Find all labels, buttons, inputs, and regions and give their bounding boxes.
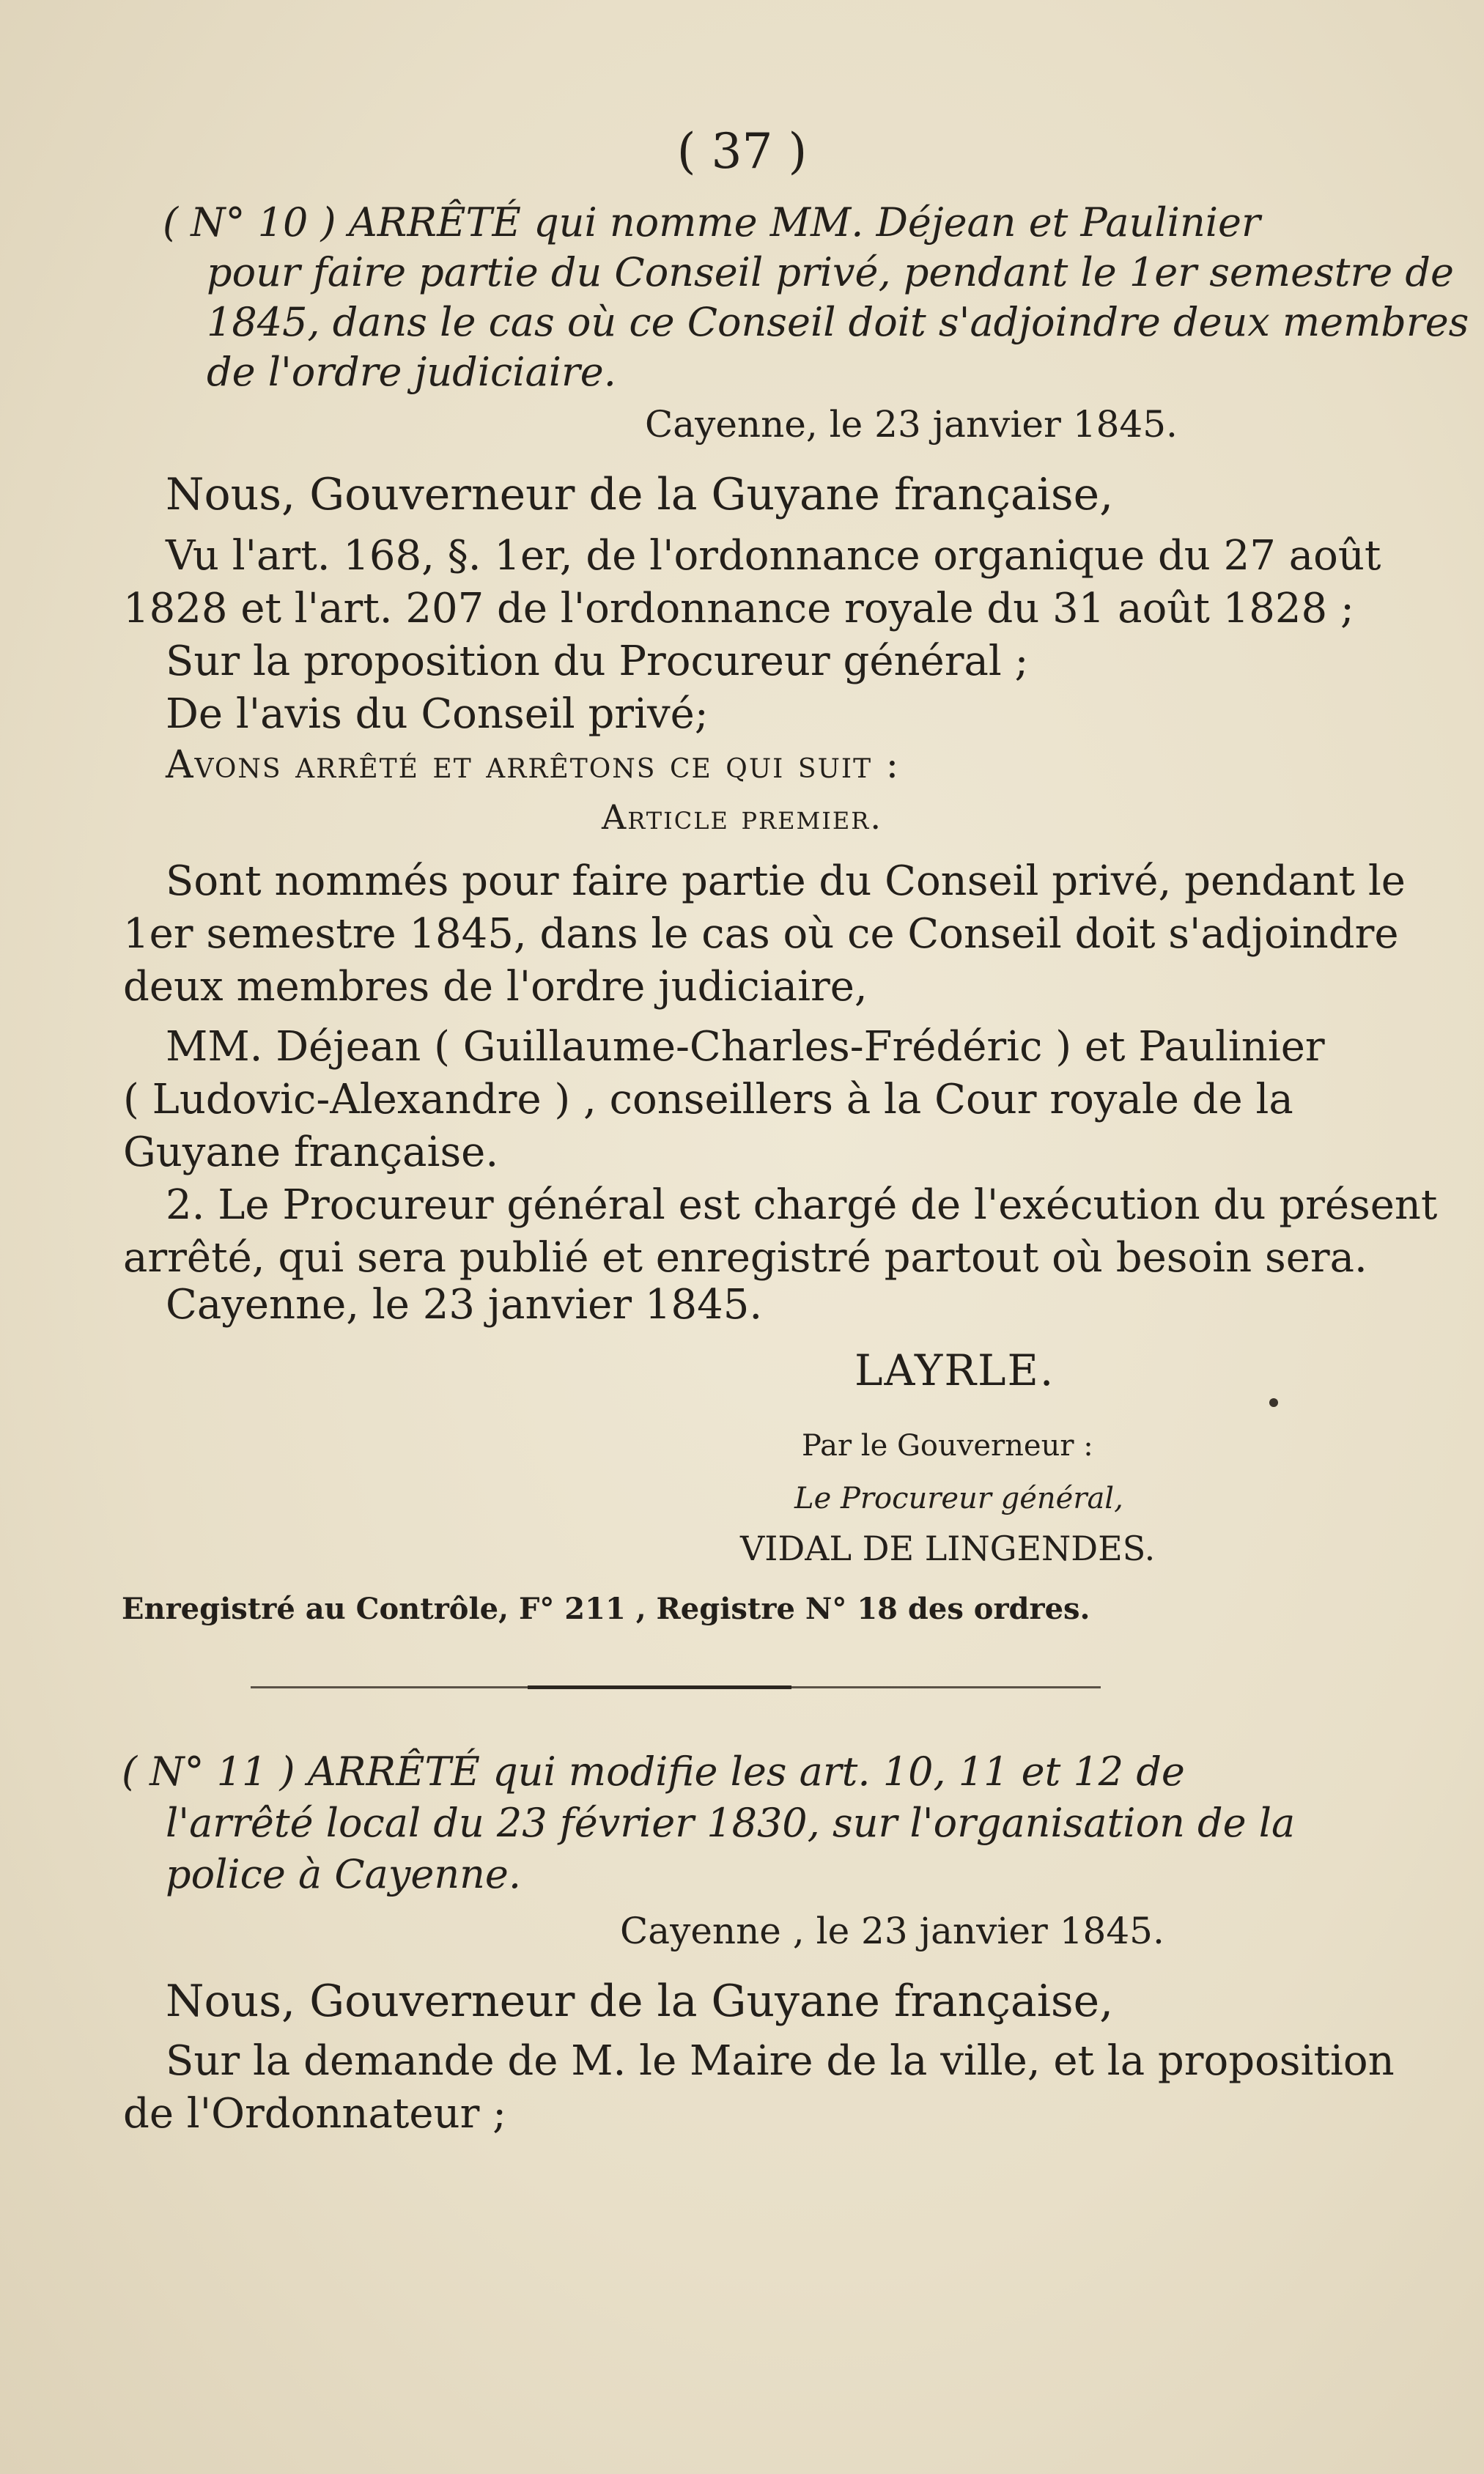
decree-11-preamble: Nous, Gouverneur de la Guyane française,	[166, 1976, 1114, 2027]
decree-10-body-line-11: ( Ludovic-Alexandre ) , conseillers à la Cour royale de la	[123, 1076, 1293, 1123]
decree-11-heading-line-1: ( N° 11 ) ARRÊTÉ qui modifie les art. 10, 11 et 12 de	[122, 1749, 1185, 1795]
decree-10-preamble: Nous, Gouverneur de la Guyane française,	[166, 469, 1114, 520]
decree-10-body-line-14: arrêté, qui sera publié et enregistré partout où besoin sera.	[123, 1234, 1367, 1282]
decree-10-body-line-2: 1828 et l'art. 207 de l'ordonnance royale du 31 août 1828 ;	[123, 585, 1354, 632]
decree-10-heading-line-4: de l'ordre judiciaire.	[207, 349, 616, 395]
ink-spot	[1269, 1398, 1278, 1407]
procureur-name: VIDAL DE LINGENDES.	[740, 1529, 1156, 1568]
decree-10-date: Cayenne, le 23 janvier 1845.	[645, 403, 1178, 446]
decree-10-body-line-8: 1er semestre 1845, dans le cas où ce Conseil doit s'adjoindre	[123, 910, 1399, 958]
registration-note: Enregistré au Contrôle, F° 211 , Registre N° 18 des ordres.	[122, 1592, 1090, 1626]
decree-10-body-line-1: Vu l'art. 168, §. 1er, de l'ordonnance organique du 27 août	[166, 532, 1381, 580]
decree-10-heading-line-3: 1845, dans le cas où ce Conseil doit s'adjoindre deux membres	[207, 299, 1469, 345]
decree-10-body-line-15: Cayenne, le 23 janvier 1845.	[166, 1281, 763, 1329]
decree-10-body-line-13: 2. Le Procureur général est chargé de l'exécution du présent	[166, 1181, 1438, 1229]
decree-10-body-line-7: Sont nommés pour faire partie du Conseil privé, pendant le	[166, 857, 1406, 905]
par-le-gouverneur: Par le Gouverneur :	[802, 1429, 1093, 1463]
decree-11-date: Cayenne , le 23 janvier 1845.	[620, 1910, 1164, 1952]
decree-11-body-line-2: de l'Ordonnateur ;	[123, 2090, 507, 2138]
decree-10-body-line-3: Sur la proposition du Procureur général ;	[166, 638, 1029, 685]
decree-10-body-line-12: Guyane française.	[123, 1129, 499, 1176]
section-divider-thick	[528, 1685, 791, 1689]
procureur-title: Le Procureur général,	[794, 1482, 1123, 1515]
decree-10-body-line-10: MM. Déjean ( Guillaume-Charles-Frédéric ) et Paulinier	[166, 1023, 1325, 1071]
decree-10-body-line-9: deux membres de l'ordre judiciaire,	[123, 963, 868, 1011]
governor-signature: LAYRLE.	[854, 1345, 1055, 1395]
decree-10-heading-line-1: ( N° 10 ) ARRÊTÉ qui nomme MM. Déjean et Paulinier	[163, 199, 1260, 245]
decree-10-body-line-4: De l'avis du Conseil privé;	[166, 690, 709, 738]
page-number: ( 37 )	[676, 123, 808, 180]
decree-11-heading-line-3: police à Cayenne.	[166, 1851, 521, 1897]
decree-11-body-line-1: Sur la demande de M. le Maire de la ville, et la proposition	[166, 2037, 1395, 2085]
decree-11-heading-line-2: l'arrêté local du 23 février 1830, sur l'organisation de la	[166, 1800, 1296, 1846]
decree-10-article-title: Article premier.	[602, 797, 882, 837]
decree-10-body-line-5: Avons arrêté et arrêtons ce qui suit :	[166, 743, 901, 787]
decree-10-heading-line-2: pour faire partie du Conseil privé, pendant le 1er semestre de	[207, 249, 1454, 295]
